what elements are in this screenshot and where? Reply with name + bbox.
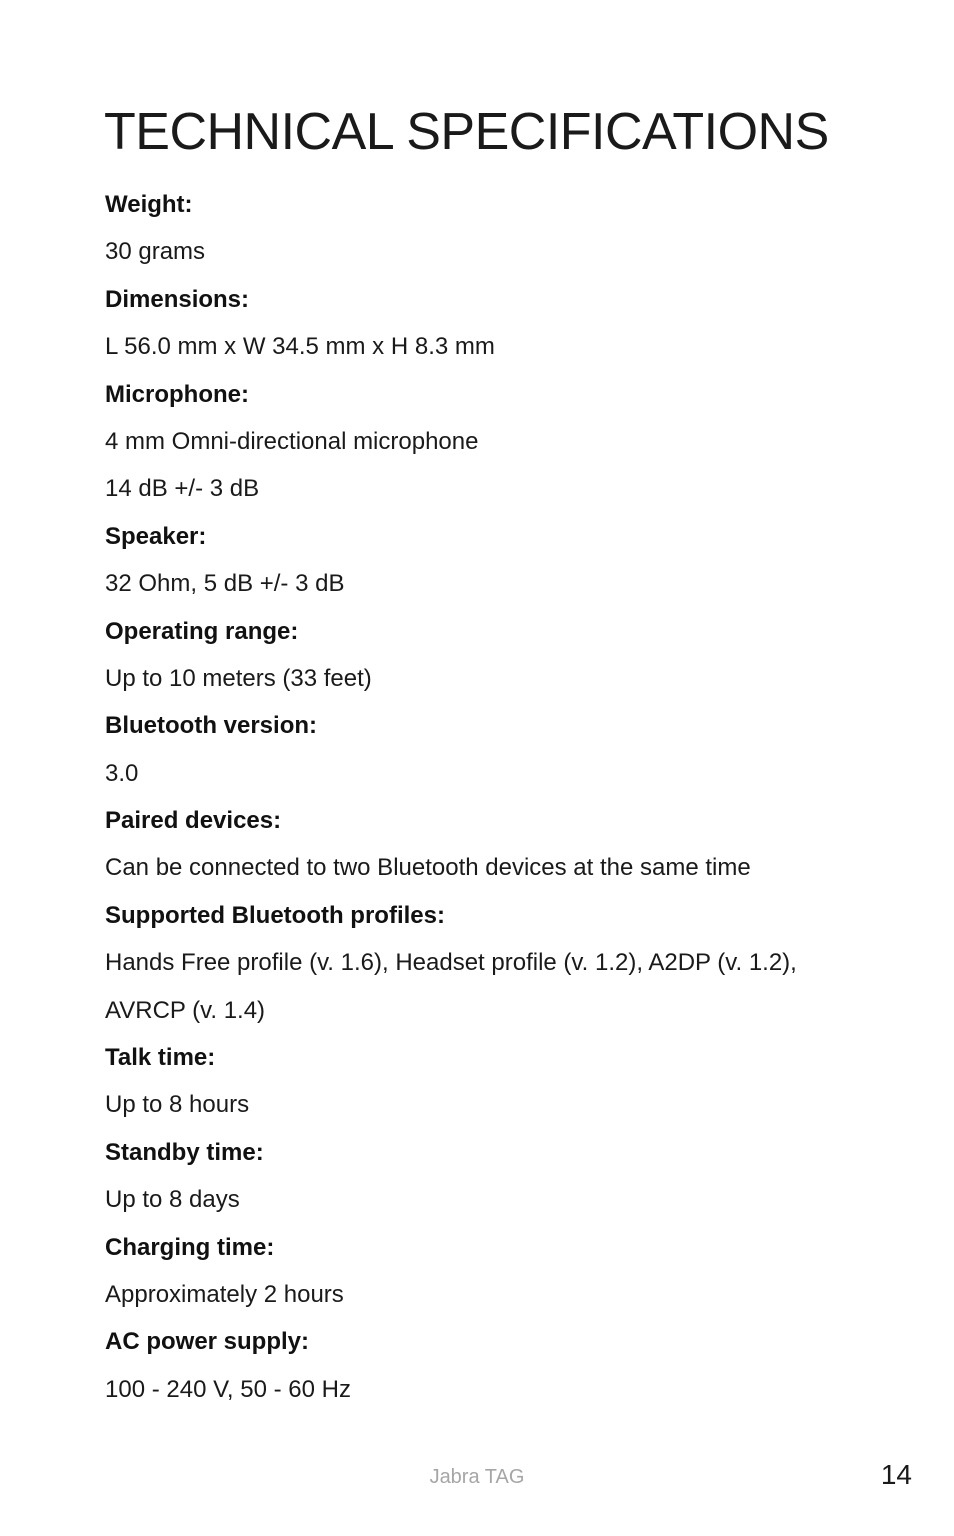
spec-value-dimensions: L 56.0 mm x W 34.5 mm x H 8.3 mm <box>105 333 495 361</box>
page-title: TECHNICAL SPECIFICATIONS <box>104 103 829 161</box>
spec-value-charging-time: Approximately 2 hours <box>105 1280 344 1308</box>
footer-document-title: Jabra TAG <box>429 1466 525 1488</box>
spec-label-standby-time: Standby time: <box>105 1138 264 1166</box>
spec-value-operating-range: Up to 10 meters (33 feet) <box>105 664 372 692</box>
page-number: 14 <box>880 1459 912 1490</box>
spec-label-bluetooth-version: Bluetooth version: <box>105 712 318 740</box>
spec-value-weight: 30 grams <box>105 238 206 266</box>
spec-value-bluetooth-version: 3.0 <box>105 759 139 787</box>
spec-value-microphone-sensitivity: 14 dB +/- 3 dB <box>105 475 260 503</box>
spec-value-speaker: 32 Ohm, 5 dB +/- 3 dB <box>105 570 345 598</box>
spec-value-talk-time: Up to 8 hours <box>105 1091 250 1119</box>
spec-label-weight: Weight: <box>105 191 193 218</box>
spec-label-microphone: Microphone: <box>105 380 249 408</box>
spec-label-talk-time: Talk time: <box>105 1044 216 1072</box>
spec-value-ac-power-supply: 100 - 240 V, 50 - 60 Hz <box>105 1375 351 1403</box>
spec-label-bluetooth-profiles: Supported Bluetooth profiles: <box>105 901 445 929</box>
spec-label-speaker: Speaker: <box>105 522 207 550</box>
spec-value-bluetooth-profiles-line2: AVRCP (v. 1.4) <box>105 996 266 1024</box>
spec-value-standby-time: Up to 8 days <box>105 1186 240 1214</box>
spec-list <box>105 181 865 1413</box>
spec-label-dimensions: Dimensions: <box>105 285 250 313</box>
spec-label-paired-devices: Paired devices: <box>105 807 282 835</box>
spec-value-microphone-type: 4 mm Omni-directional microphone <box>105 427 479 455</box>
spec-value-bluetooth-profiles-line1: Hands Free profile (v. 1.6), Headset profile (v. 1.2), A2DP (v. 1.2), <box>105 949 797 977</box>
spec-label-charging-time: Charging time: <box>105 1233 275 1261</box>
spec-label-ac-power-supply: AC power supply: <box>105 1328 310 1356</box>
spec-label-operating-range: Operating range: <box>105 617 299 645</box>
spec-value-paired-devices: Can be connected to two Bluetooth devices at the same time <box>105 854 751 882</box>
